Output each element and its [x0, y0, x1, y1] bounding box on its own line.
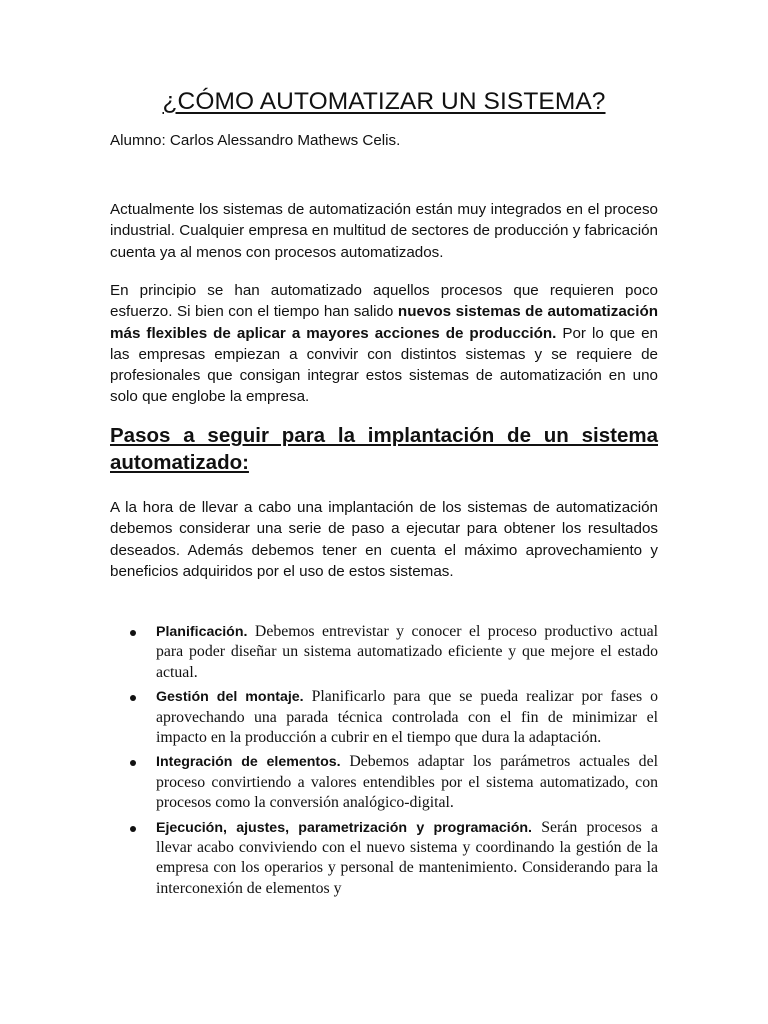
second-paragraph-bold: nuevos sistemas de automatización más flexibles de aplicar a mayores acciones de producción. — [110, 303, 658, 342]
bullet-icon — [130, 630, 136, 636]
list-item-text: Planificarlo para que se pueda realizar por fases o aprovechando una parada técnica controlada con el fin de minimizar el impacto en la producción a cubrir en el tiempo que dura la adaptación. — [156, 688, 658, 747]
section-heading: Pasos a seguir para la implantación de un sistema automatizado: — [110, 424, 658, 474]
student-name: Alumno: Carlos Alessandro Mathews Celis. — [110, 132, 401, 149]
bullet-icon — [130, 695, 136, 701]
list-item-term: Planificación. — [156, 624, 248, 640]
list-item — [110, 622, 658, 683]
second-paragraph — [110, 280, 658, 408]
steps-list — [110, 622, 658, 903]
list-item-text: Serán procesos a llevar acabo conviviendo con el nuevo sistema y coordinando la gestión de la empresa con los operarios y personal de mantenimiento. Considerando para la interconexión de elementos y — [156, 818, 658, 897]
bullet-icon — [130, 826, 136, 832]
list-item — [110, 687, 658, 748]
bullet-icon — [130, 760, 136, 766]
list-item — [110, 752, 658, 813]
document-title: ¿CÓMO AUTOMATIZAR UN SISTEMA? — [162, 88, 606, 115]
second-paragraph-start: En principio se han automatizado aquellos procesos que requieren poco esfuerzo. Si bien con el tiempo han salido — [110, 282, 658, 321]
list-item-term: Ejecución, ajustes, parametrización y programación. — [156, 819, 532, 836]
section-paragraph: A la hora de llevar a cabo una implantación de los sistemas de automatización debemos considerar una serie de paso a ejecutar para obtener los resultados deseados. Además debemos tener en cuenta el máximo aprovechamiento y beneficios adquiridos por el uso de estos sistemas. — [110, 499, 658, 580]
list-item-text: Debemos adaptar los parámetros actuales del proceso convirtiendo a valores entendibles por el sistema automatizado, con procesos como la conversión analógico-digital. — [156, 753, 658, 812]
list-item-term: Integración de elementos. — [156, 754, 341, 771]
list-item-term: Gestión del montaje. — [156, 689, 304, 706]
second-paragraph-end: Por lo que en las empresas empiezan a convivir con distintos sistemas y se requiere de profesionales que consigan integrar estos sistemas de automatización en uno solo que englobe la empresa. — [110, 324, 658, 406]
intro-paragraph: Actualmente los sistemas de automatización están muy integrados en el proceso industrial. Cualquier empresa en multitud de sectores de producción y fabricación cuenta ya al menos con procesos automatizados. — [110, 201, 658, 261]
list-item — [110, 818, 658, 900]
list-item-text: Debemos entrevistar y conocer el proceso productivo actual para poder diseñar un sistema automatizado eficiente y que mejore el estado actual. — [156, 623, 658, 681]
